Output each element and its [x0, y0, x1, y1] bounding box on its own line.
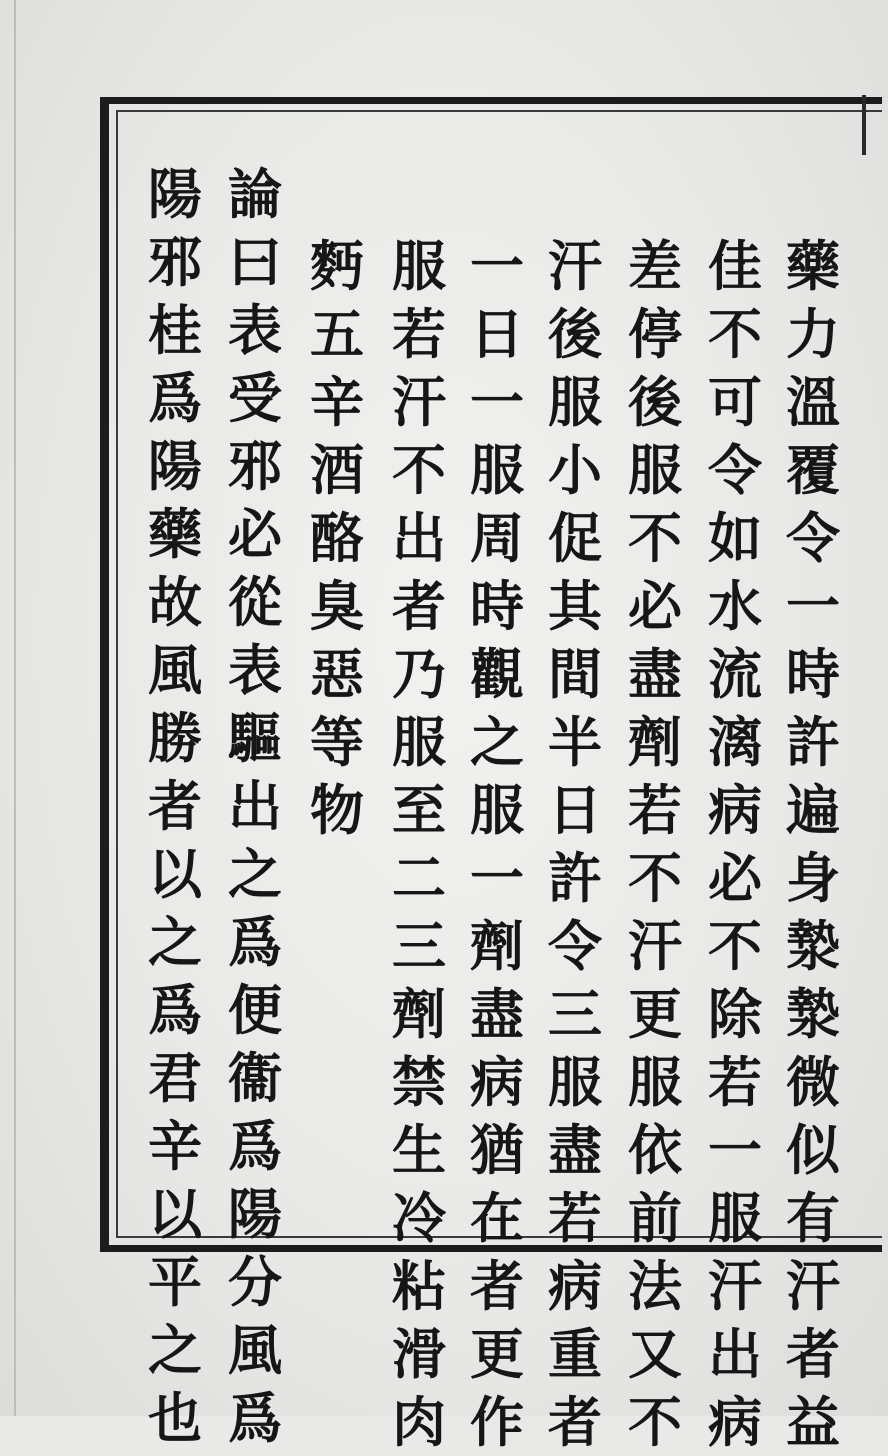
glyph: 在 [470, 1186, 524, 1250]
glyph: 衞 [228, 1046, 282, 1110]
glyph: 風 [148, 638, 202, 702]
glyph: 以 [148, 842, 202, 906]
glyph: 重 [548, 1322, 602, 1386]
glyph: 君 [148, 1046, 202, 1110]
glyph: 邪 [148, 230, 202, 294]
glyph: 法 [628, 1254, 682, 1318]
glyph: 病 [708, 1390, 762, 1454]
glyph: 令 [548, 914, 602, 978]
glyph: 覆 [786, 438, 840, 502]
glyph: 不 [392, 438, 446, 502]
glyph: 不 [708, 914, 762, 978]
glyph: 力 [786, 302, 840, 366]
glyph: 驅 [228, 706, 282, 770]
glyph: 之 [148, 1318, 202, 1382]
glyph: 陽 [148, 434, 202, 498]
glyph: 藥 [786, 234, 840, 298]
glyph: 禁 [392, 1050, 446, 1114]
glyph: 服 [628, 1050, 682, 1114]
glyph: 微 [786, 1050, 840, 1114]
glyph: 時 [470, 574, 524, 638]
text-column-8 [218, 160, 292, 1452]
glyph: 劑 [392, 982, 446, 1046]
glyph: 者 [470, 1254, 524, 1318]
glyph: 不 [628, 846, 682, 910]
glyph: 之 [470, 710, 524, 774]
glyph: 令 [708, 438, 762, 502]
glyph: 藥 [148, 502, 202, 566]
glyph: 停 [628, 302, 682, 366]
glyph: 以 [148, 1182, 202, 1246]
binding-line [14, 0, 16, 1416]
glyph: 故 [148, 570, 202, 634]
glyph: 三 [548, 982, 602, 1046]
glyph: 勝 [148, 706, 202, 770]
glyph: 爲 [228, 1114, 282, 1178]
glyph: 論 [228, 162, 282, 226]
glyph: 一 [470, 846, 524, 910]
glyph: 水 [708, 574, 762, 638]
glyph: 酪 [310, 506, 364, 570]
glyph: 除 [708, 982, 762, 1046]
glyph: 後 [628, 370, 682, 434]
glyph: 服 [708, 1186, 762, 1250]
glyph: 等 [310, 710, 364, 774]
glyph: 間 [548, 642, 602, 706]
glyph: 若 [548, 1186, 602, 1250]
glyph: 出 [708, 1322, 762, 1386]
glyph: 者 [786, 1322, 840, 1386]
glyph: 至 [392, 778, 446, 842]
glyph: 爲 [148, 366, 202, 430]
glyph: 一 [786, 574, 840, 638]
glyph: 似 [786, 1118, 840, 1182]
glyph: 冷 [392, 1186, 446, 1250]
glyph: 促 [548, 506, 602, 570]
glyph: 前 [628, 1186, 682, 1250]
text-column-2 [698, 232, 772, 1456]
glyph: 不 [628, 506, 682, 570]
glyph: 如 [708, 506, 762, 570]
glyph: 日 [548, 778, 602, 842]
glyph: 乃 [392, 642, 446, 706]
glyph: 者 [148, 774, 202, 838]
glyph: 分 [228, 1250, 282, 1314]
glyph: 必 [628, 574, 682, 638]
glyph: 若 [628, 778, 682, 842]
glyph: 服 [470, 778, 524, 842]
text-column-3 [618, 232, 692, 1456]
text-column-1 [776, 232, 850, 1456]
glyph: 物 [310, 778, 364, 842]
glyph: 服 [392, 234, 446, 298]
glyph: 二 [392, 846, 446, 910]
glyph: 猶 [470, 1118, 524, 1182]
glyph: 粘 [392, 1254, 446, 1318]
glyph: 病 [708, 778, 762, 842]
glyph: 更 [628, 982, 682, 1046]
glyph: 表 [228, 638, 282, 702]
glyph: 服 [470, 438, 524, 502]
glyph: 許 [786, 710, 840, 774]
glyph: 觀 [470, 642, 524, 706]
glyph: 受 [228, 366, 282, 430]
glyph: 可 [708, 370, 762, 434]
glyph: 服 [392, 710, 446, 774]
glyph: 若 [392, 302, 446, 366]
glyph: 平 [148, 1250, 202, 1314]
glyph: 周 [470, 506, 524, 570]
glyph: 小 [548, 438, 602, 502]
glyph: 病 [548, 1254, 602, 1318]
glyph: 許 [548, 846, 602, 910]
glyph: 三 [392, 914, 446, 978]
glyph: 佳 [708, 234, 762, 298]
edge-mark [862, 95, 866, 155]
glyph: 出 [228, 774, 282, 838]
glyph: 後 [548, 302, 602, 366]
glyph: 風 [228, 1318, 282, 1382]
glyph: 必 [228, 502, 282, 566]
glyph: 必 [708, 846, 762, 910]
glyph: 也 [148, 1386, 202, 1450]
glyph: 爲 [228, 910, 282, 974]
glyph: 半 [548, 710, 602, 774]
glyph: 作 [470, 1390, 524, 1454]
glyph: 益 [786, 1390, 840, 1454]
glyph: 滑 [392, 1322, 446, 1386]
glyph: 一 [470, 234, 524, 298]
glyph: 汗 [548, 234, 602, 298]
glyph: 流 [708, 642, 762, 706]
glyph: 差 [628, 234, 682, 298]
glyph: 之 [148, 910, 202, 974]
glyph: 病 [470, 1050, 524, 1114]
glyph: 辛 [310, 370, 364, 434]
glyph: 依 [628, 1118, 682, 1182]
glyph: 服 [548, 1050, 602, 1114]
glyph: 時 [786, 642, 840, 706]
glyph: 桂 [148, 298, 202, 362]
glyph: 陽 [228, 1182, 282, 1246]
glyph: 服 [628, 438, 682, 502]
glyph: 漐 [786, 914, 840, 978]
glyph: 邪 [228, 434, 282, 498]
glyph: 生 [392, 1118, 446, 1182]
glyph: 肉 [392, 1390, 446, 1454]
glyph: 漐 [786, 982, 840, 1046]
glyph: 劑 [628, 710, 682, 774]
glyph: 一 [470, 370, 524, 434]
glyph: 若 [708, 1050, 762, 1114]
glyph: 者 [548, 1390, 602, 1454]
glyph: 日 [470, 302, 524, 366]
glyph: 不 [628, 1390, 682, 1454]
text-column-9 [138, 160, 212, 1452]
glyph: 其 [548, 574, 602, 638]
glyph: 曰 [228, 230, 282, 294]
glyph: 令 [786, 506, 840, 570]
text-column-5 [460, 232, 534, 1456]
glyph: 者 [392, 574, 446, 638]
text-column-6 [382, 232, 456, 1456]
glyph: 有 [786, 1186, 840, 1250]
text-column-7 [300, 232, 374, 844]
glyph: 臭 [310, 574, 364, 638]
glyph: 出 [392, 506, 446, 570]
glyph: 之 [228, 842, 282, 906]
glyph: 辛 [148, 1114, 202, 1178]
glyph: 從 [228, 570, 282, 634]
glyph: 爲 [148, 978, 202, 1042]
glyph: 盡 [548, 1118, 602, 1182]
glyph: 陽 [148, 162, 202, 226]
glyph: 汗 [628, 914, 682, 978]
glyph: 盡 [470, 982, 524, 1046]
glyph: 身 [786, 846, 840, 910]
glyph: 劑 [470, 914, 524, 978]
glyph: 汗 [786, 1254, 840, 1318]
glyph: 一 [708, 1118, 762, 1182]
glyph: 服 [548, 370, 602, 434]
glyph: 酒 [310, 438, 364, 502]
glyph: 爲 [228, 1386, 282, 1450]
glyph: 汗 [392, 370, 446, 434]
glyph: 便 [228, 978, 282, 1042]
glyph: 遍 [786, 778, 840, 842]
glyph: 又 [628, 1322, 682, 1386]
glyph: 惡 [310, 642, 364, 706]
glyph: 溫 [786, 370, 840, 434]
glyph: 盡 [628, 642, 682, 706]
glyph: 麪 [310, 234, 364, 298]
glyph: 漓 [708, 710, 762, 774]
text-column-4 [538, 232, 612, 1456]
glyph: 表 [228, 298, 282, 362]
glyph: 五 [310, 302, 364, 366]
glyph: 汗 [708, 1254, 762, 1318]
glyph: 更 [470, 1322, 524, 1386]
glyph: 不 [708, 302, 762, 366]
